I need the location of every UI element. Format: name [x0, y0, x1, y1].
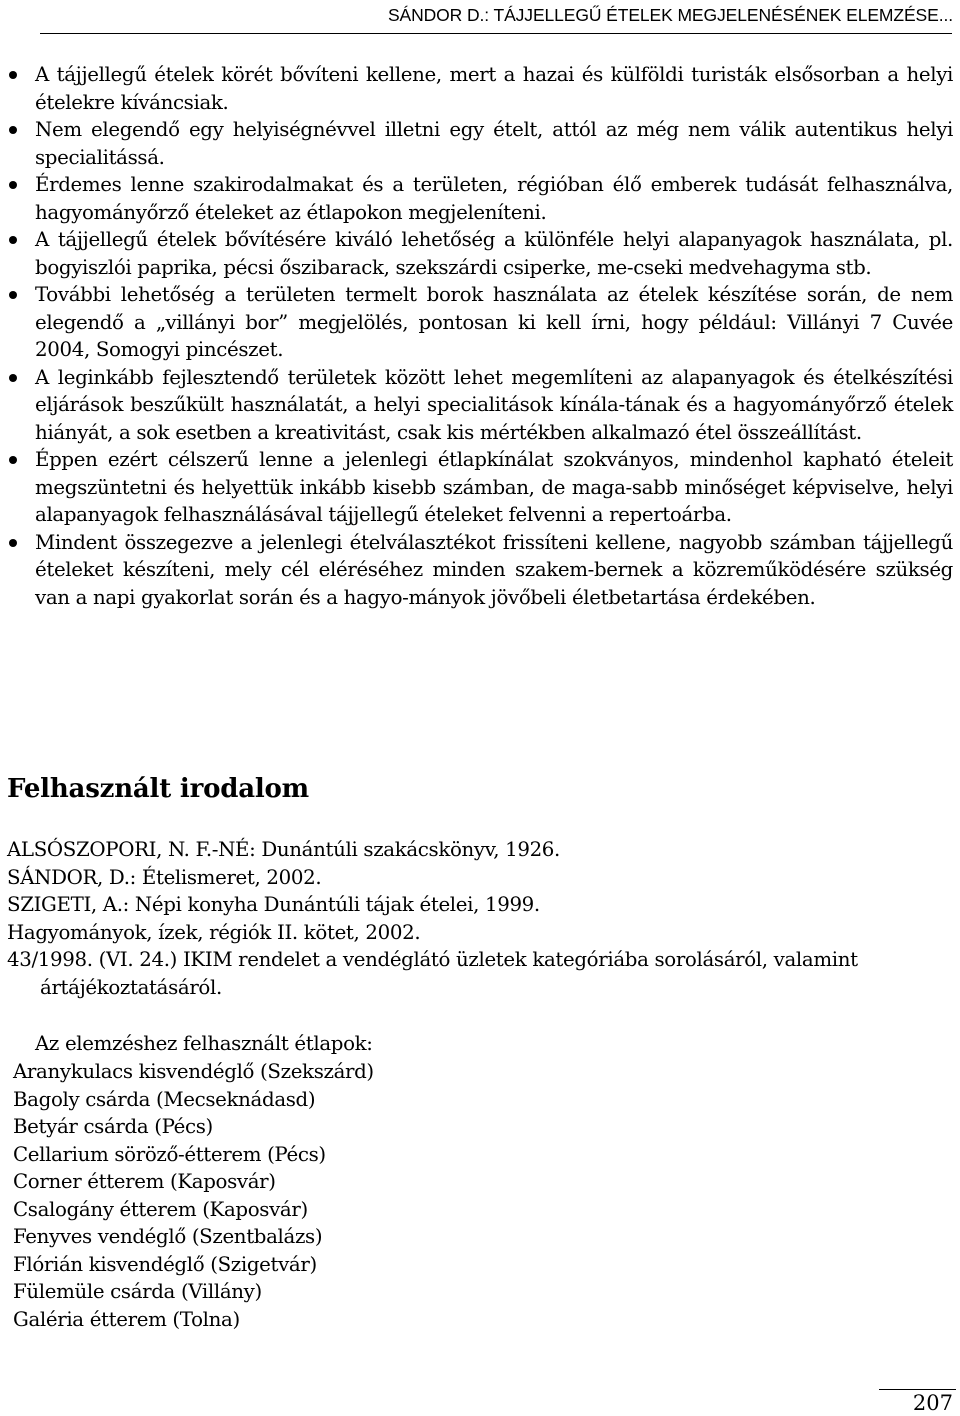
bullet-item: A tájjellegű ételek körét bővíteni kellene, mert a hazai és külföldi turisták elsősorban a helyi ételekre kíváncsiak.	[35, 61, 953, 116]
conclusion-bullet-list	[0, 61, 960, 611]
restaurant-item: Bagoly csárda (Mecseknádasd)	[13, 1087, 316, 1111]
reference-item: 43/1998. (VI. 24.) IKIM rendelet a vendéglátó üzletek kategóriába sorolásáról, valamint ártájékoztatásáról.	[7, 948, 858, 999]
running-header: SÁNDOR D.: TÁJJELLEGŰ ÉTELEK MEGJELENÉSÉNEK ELEMZÉSE...	[387, 5, 953, 25]
reference-list	[7, 836, 957, 1001]
bullet-item: Nem elegendő egy helyiségnévvel illetni egy ételt, attól az még nem válik autentikus helyi specialitássá.	[35, 116, 953, 171]
restaurant-item: Flórián kisvendéglő (Szigetvár)	[13, 1252, 317, 1276]
restaurant-item: Fülemüle csárda (Villány)	[13, 1280, 262, 1303]
restaurant-item: Fenyves vendéglő (Szentbalázs)	[13, 1225, 323, 1248]
bullet-item: Éppen ezért célszerű lenne a jelenlegi étlapkínálat szokványos, mindenhol kapható ételeit megszüntetni és helyettük inkább kisebb számban, de maga-sabb minőséget képviselve, helyi alapanyagok felhasználásával tájjellegű ételeket felvenni a repertoárba.	[35, 446, 953, 529]
bullet-item: Mindent összegezve a jelenlegi ételválasztékot frissíteni kellene, nagyobb számban tájjellegű ételeket készíteni, mely cél eléréséhez minden szakem-bernek a közreműködésére szükség van a napi gyakorlat során és a hagyo-mányok jövőbeli életbetartása érdekében.	[35, 529, 953, 612]
restaurant-item: Galéria étterem (Tolna)	[13, 1307, 240, 1331]
reference-item: SZIGETI, A.: Népi konyha Dunántúli tájak ételei, 1999.	[7, 893, 540, 916]
bullet-item: A leginkább fejlesztendő területek között lehet megemlíteni az alapanyagok és ételkészítési eljárások beszűkült használatát, a helyi specialitások kínála-tának és a hagyományőrző ételek hiányát, a sok esetben a kreativitást, csak kis mértékben alkalmazó étel összeállítást.	[35, 364, 953, 447]
footer-rule	[879, 1389, 956, 1390]
reference-item: ALSÓSZOPORI, N. F.-NÉ: Dunántúli szakácskönyv, 1926.	[7, 838, 560, 861]
reference-item: SÁNDOR, D.: Ételismeret, 2002.	[7, 865, 322, 889]
restaurant-item: Betyár csárda (Pécs)	[13, 1115, 213, 1138]
restaurant-item: Csalogány étterem (Kaposvár)	[13, 1197, 308, 1221]
menus-title: Az elemzéshez felhasznált étlapok:	[35, 1032, 373, 1055]
reference-item: Hagyományok, ízek, régiók II. kötet, 2002.	[7, 920, 421, 944]
restaurant-menu-list	[13, 1058, 374, 1333]
bullet-item: A tájjellegű ételek bővítésére kiváló lehetőség a különféle helyi alapanyagok használata, pl. bogyiszlói paprika, pécsi őszibarack, szekszárdi csiperke, me-cseki medvehagyma stb.	[35, 226, 953, 281]
page-number: 207	[912, 1391, 953, 1415]
header-rule	[40, 33, 952, 34]
bullet-item: Érdemes lenne szakirodalmakat és a területen, régióban élő emberek tudását felhasználva, hagyományőrző ételeket az étlapokon megjeleníteni.	[35, 171, 953, 226]
bullet-item: További lehetőség a területen termelt borok használata az ételek készítése során, de nem elegendő a „villányi bor” megjelölés, pontosan ki kell írni, hogy például: Villányi 7 Cuvée 2004, Somogyi pincészet.	[35, 281, 953, 364]
restaurant-item: Aranykulacs kisvendéglő (Szekszárd)	[13, 1060, 374, 1083]
literature-heading: Felhasznált irodalom	[7, 774, 309, 804]
restaurant-item: Cellarium söröző-étterem (Pécs)	[13, 1142, 326, 1166]
restaurant-item: Corner étterem (Kaposvár)	[13, 1170, 276, 1193]
